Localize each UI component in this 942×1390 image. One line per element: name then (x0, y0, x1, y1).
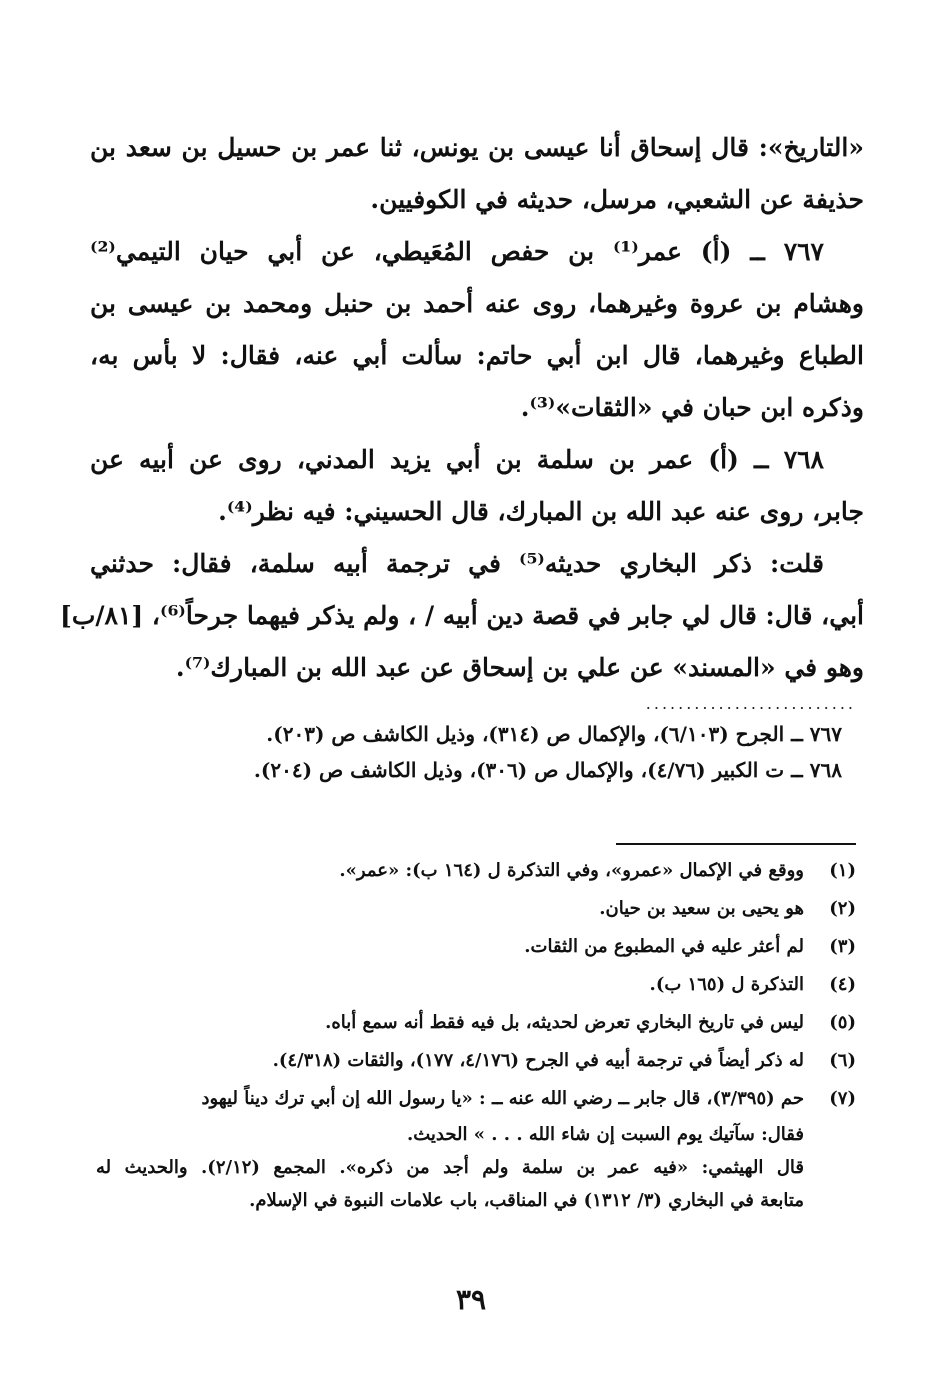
footnote (96, 966, 856, 1004)
footnote-continuation: قال الهيثمي: «فيه عمر بن سلمة ولم أجد من ذكره». المجمع (٢/١٢). والحديث له (96, 1157, 804, 1178)
footnote (96, 890, 856, 928)
footnote-number: (٣) (829, 936, 856, 957)
reference-767: ٧٦٧ ــ الجرح (٦/١٠٣)، والإكمال ص (٣١٤)، وذيل الكاشف ص (٢٠٣). (266, 722, 842, 746)
main-text (60, 122, 864, 694)
footnote-rule (616, 843, 856, 845)
footnote-text: هو يحيى بن سعيد بن حيان. (599, 898, 804, 919)
footnote (96, 852, 856, 890)
footnote-continuation: فقال: سآتيك يوم السبت إن شاء الله . . . » الحديث. (406, 1124, 804, 1145)
footnote-number: (٦) (829, 1050, 856, 1071)
footnote (96, 1080, 856, 1118)
footnote-text: حم (٣/٣٩٥)، قال جابر ــ رضي الله عنه ــ : «يا رسول الله إن أبي ترك ديناً ليهود (201, 1088, 804, 1109)
footnote-text: ووقع في الإكمال «عمرو»، وفي التذكرة ل (١٦٤ ب): «عمر». (339, 860, 804, 881)
footnote-continuation: متابعة في البخاري (٣/ ١٣١٢) في المناقب، باب علامات النبوة في الإسلام. (249, 1190, 804, 1211)
entry-767-heading: ٧٦٧ ــ (أ) عمر⁽¹⁾ بن حفص المُعَيطي، عن أبي حيان التيمي⁽²⁾ (90, 237, 824, 266)
footnote-text: له ذكر أيضاً في ترجمة أبيه في الجرح (٤/١٧٦، ١٧٧)، والثقات (٤/٣١٨). (272, 1050, 804, 1071)
footnote-number: (٢) (829, 898, 856, 919)
entry-768-heading: ٧٦٨ ــ (أ) عمر بن سلمة بن أبي يزيد المدني، روى عن أبيه عن (90, 445, 824, 474)
footnote (96, 1042, 856, 1080)
body-line: حذيفة عن الشعبي، مرسل، حديثه في الكوفيين. (370, 185, 864, 214)
footnotes (96, 852, 856, 1217)
footnote-number: (٥) (829, 1012, 856, 1033)
footnote (96, 928, 856, 966)
footnote (96, 1004, 856, 1042)
body-line: وذكره ابن حبان في «الثقات»⁽³⁾. (520, 393, 864, 422)
footnote-number: (٤) (829, 974, 856, 995)
body-line: أبي، قال: قال لي جابر في قصة دين أبيه / ، ولم يذكر فيهما جرحاً⁽⁶⁾، [٨١/ب] (60, 601, 864, 630)
body-line: «التاريخ»: قال إسحاق أنا عيسى بن يونس، ثنا عمر بن حسيل بن سعد بن (90, 133, 864, 162)
body-line: وهشام بن عروة وغيرهما، روى عنه أحمد بن حنبل ومحمد بن عيسى بن (90, 289, 864, 318)
footnote-text: التذكرة ل (١٦٥ ب). (649, 974, 804, 995)
body-line: جابر، روى عنه عبد الله بن المبارك، قال الحسيني: فيه نظر⁽⁴⁾. (218, 497, 864, 526)
footnote-number: (٧) (829, 1088, 856, 1109)
body-line: قلت: ذكر البخاري حديثه⁽⁵⁾ في ترجمة أبيه سلمة، فقال: حدثني (90, 549, 825, 578)
page-number: ٣٩ (455, 1283, 487, 1316)
dotted-separator: .......................... (645, 694, 856, 713)
footnote-text: لم أعثر عليه في المطبوع من الثقات. (524, 936, 804, 957)
source-references (110, 716, 842, 788)
body-line: الطباع وغيرهما، قال ابن أبي حاتم: سألت أبي عنه، فقال: لا بأس به، (90, 341, 864, 370)
footnote-text: ليس في تاريخ البخاري تعرض لحديثه، بل فيه فقط أنه سمع أباه. (325, 1012, 804, 1033)
body-line: وهو في «المسند» عن علي بن إسحاق عن عبد الله بن المبارك⁽⁷⁾. (175, 653, 864, 682)
footnote-number: (١) (829, 860, 856, 881)
reference-768: ٧٦٨ ــ ت الكبير (٤/٧٦)، والإكمال ص (٣٠٦)، وذيل الكاشف ص (٢٠٤). (253, 758, 842, 782)
